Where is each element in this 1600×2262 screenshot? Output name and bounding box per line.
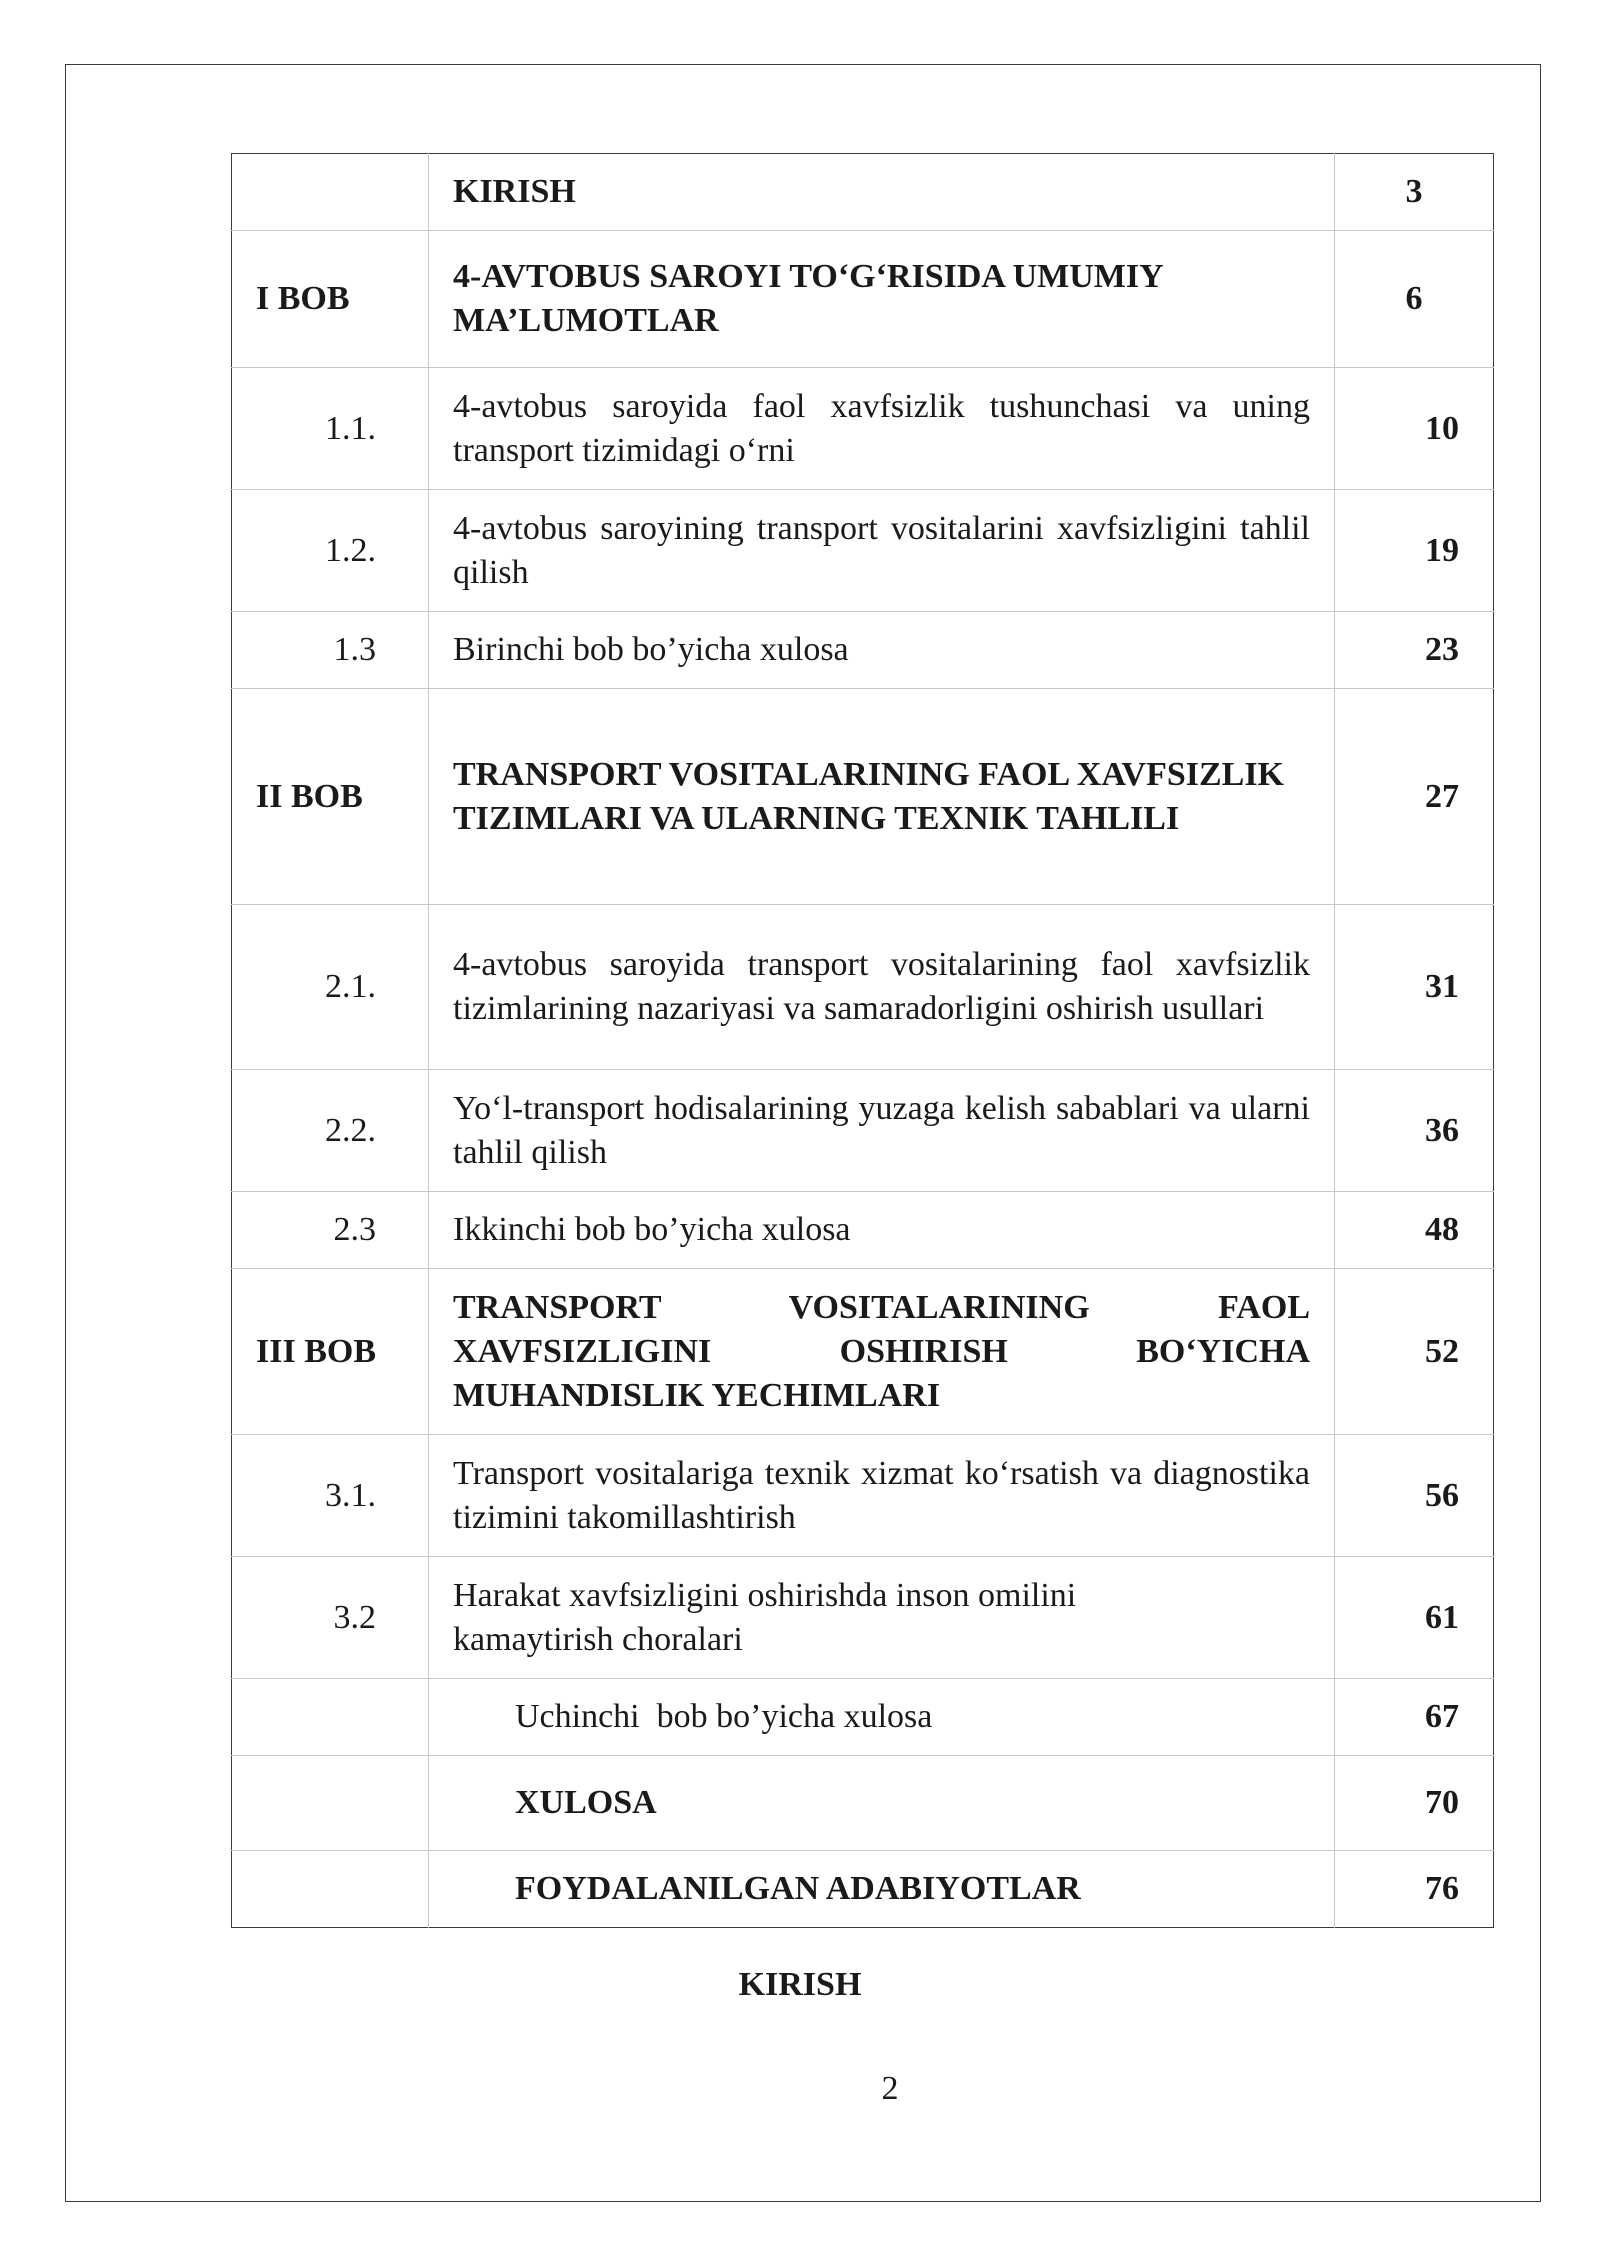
toc-title: 4-avtobus saroyida transport vositalarining faol xavfsizlik tizimlarining nazariyasi va samaradorligini oshirish usullari	[429, 905, 1335, 1070]
toc-row-section-1-2	[232, 490, 1494, 612]
toc-label: I BOB	[232, 231, 429, 368]
toc-label: 1.1.	[232, 368, 429, 490]
toc-page: 48	[1335, 1192, 1494, 1269]
toc-label	[232, 1851, 429, 1928]
toc-label	[232, 154, 429, 231]
toc-label: 3.2	[232, 1557, 429, 1679]
toc-title: Harakat xavfsizligini oshirishda inson omilini kamaytirish choralari	[429, 1557, 1335, 1679]
toc-row-section-3-1	[232, 1435, 1494, 1557]
toc-label: 2.2.	[232, 1070, 429, 1192]
toc-page: 56	[1335, 1435, 1494, 1557]
toc-page: 23	[1335, 612, 1494, 689]
toc-page: 6	[1335, 231, 1494, 368]
toc-title: Birinchi bob bo’yicha xulosa	[429, 612, 1335, 689]
toc-title: KIRISH	[429, 154, 1335, 231]
toc-title: 4-avtobus saroyida faol xavfsizlik tushunchasi va uning transport tizimidagi o‘rni	[429, 368, 1335, 490]
toc-title: TRANSPORT VOSITALARINING FAOL XAVFSIZLIK TIZIMLARI VA ULARNING TEXNIK TAHLILI	[429, 689, 1335, 905]
toc-row-section-2-3	[232, 1192, 1494, 1269]
toc-label	[232, 1679, 429, 1756]
toc-row-xulosa	[232, 1756, 1494, 1851]
section-heading: KIRISH	[738, 1966, 862, 2003]
toc-page: 70	[1335, 1756, 1494, 1851]
toc-row-chapter-3	[232, 1269, 1494, 1435]
toc-row-section-1-3	[232, 612, 1494, 689]
toc-label: 1.2.	[232, 490, 429, 612]
toc-title: 4-AVTOBUS SAROYI TO‘G‘RISIDA UMUMIY MA’LUMOTLAR	[429, 231, 1335, 368]
toc-label: II BOB	[232, 689, 429, 905]
toc-row-chapter-2	[232, 689, 1494, 905]
toc-row-references	[232, 1851, 1494, 1928]
toc-row-kirish	[232, 154, 1494, 231]
toc-row-section-3-2	[232, 1557, 1494, 1679]
toc-page: 19	[1335, 490, 1494, 612]
toc-title: FOYDALANILGAN ADABIYOTLAR	[429, 1851, 1335, 1928]
toc-row-section-1-1	[232, 368, 1494, 490]
toc-page: 76	[1335, 1851, 1494, 1928]
toc-label	[232, 1756, 429, 1851]
toc-row-chapter-3-summary	[232, 1679, 1494, 1756]
toc-page: 3	[1335, 154, 1494, 231]
toc-title: Yo‘l-transport hodisalarining yuzaga kelish sabablari va ularni tahlil qilish	[429, 1070, 1335, 1192]
toc-row-chapter-1	[232, 231, 1494, 368]
toc-page: 52	[1335, 1269, 1494, 1435]
toc-title: Ikkinchi bob bo’yicha xulosa	[429, 1192, 1335, 1269]
toc-label: III BOB	[232, 1269, 429, 1435]
toc-label: 2.1.	[232, 905, 429, 1070]
page-number: 2	[881, 2070, 899, 2107]
toc-title: XULOSA	[429, 1756, 1335, 1851]
toc-label: 1.3	[232, 612, 429, 689]
table-of-contents	[231, 153, 1494, 1928]
toc-page: 27	[1335, 689, 1494, 905]
toc-row-section-2-1	[232, 905, 1494, 1070]
toc-label: 3.1.	[232, 1435, 429, 1557]
toc-page: 10	[1335, 368, 1494, 490]
toc-title: 4-avtobus saroyining transport vositalarini xavfsizligini tahlil qilish	[429, 490, 1335, 612]
toc-page: 31	[1335, 905, 1494, 1070]
toc-title: TRANSPORT VOSITALARINING FAOL XAVFSIZLIGINI OSHIRISH BO‘YICHA MUHANDISLIK YECHIMLARI	[429, 1269, 1335, 1435]
toc-row-section-2-2	[232, 1070, 1494, 1192]
toc-page: 67	[1335, 1679, 1494, 1756]
toc-title: Uchinchi bob bo’yicha xulosa	[429, 1679, 1335, 1756]
toc-label: 2.3	[232, 1192, 429, 1269]
toc-page: 61	[1335, 1557, 1494, 1679]
toc-page: 36	[1335, 1070, 1494, 1192]
toc-title: Transport vositalariga texnik xizmat ko‘rsatish va diagnostika tizimini takomillashtirish	[429, 1435, 1335, 1557]
